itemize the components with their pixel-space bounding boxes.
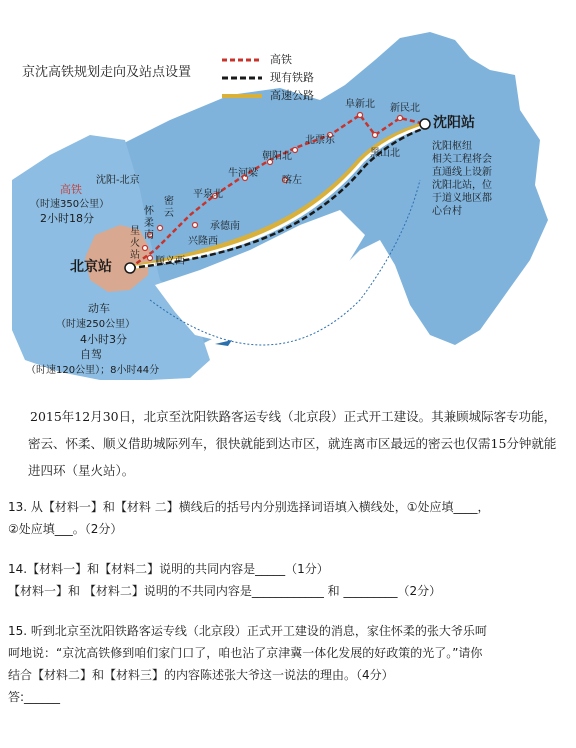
- station-shunyixi: 顺义西: [155, 256, 185, 267]
- station-heishanbei: 黑山北: [370, 148, 400, 159]
- gaotie-speed: （时速350公里）: [30, 199, 110, 210]
- station-pingquanbei: 平泉北: [193, 189, 223, 200]
- station-kazuo: 喀左: [282, 175, 302, 186]
- question-15: 15. 听到北京至沈阳铁路客运专线（北京段）正式开工建设的消息，家住怀柔的张大爷乐呵 呵地说：“京沈高铁修到咱们家门口了，咱也沾了京津冀一体化发展的好政策的光了。”请你 结合【材料二】和【材料三】的内容陈述张大爷这一说法的理由。（4分） 答:______: [8, 624, 487, 704]
- station-xinghuo: 星火站: [130, 226, 140, 261]
- map-title: 京沈高铁规划走向及站点设置: [22, 65, 192, 80]
- station-shenyang: 沈阳站: [433, 115, 475, 131]
- zijia-speed-time: （时速120公里）；8小时44分: [26, 365, 160, 376]
- station-xinminbei: 新民北: [390, 103, 420, 114]
- shenyang-note: 沈阳枢纽 相关工程将会 直通线上设新 沈阳北站，位 于道义地区都 心台村: [432, 141, 492, 217]
- gaotie-time: 2小时18分: [40, 212, 94, 225]
- station-xinglongxi: 兴隆西: [188, 236, 218, 247]
- gaotie-label: 高铁: [60, 183, 82, 196]
- station-beipiaodong: 北票东: [305, 135, 335, 146]
- station-chaoyangbei: 朝阳北: [262, 151, 292, 162]
- dongche-label: 动车: [88, 302, 110, 315]
- legend-railway: 现有铁路: [270, 71, 314, 84]
- zijia-label: 自驾: [80, 348, 102, 361]
- station-chengdenan: 承德南: [210, 221, 240, 232]
- legend-gaotie: 高铁: [270, 53, 292, 66]
- legend-highway: 高速公路: [270, 89, 314, 102]
- station-fuxinbei: 阜新北: [345, 99, 375, 110]
- material-paragraph: 2015年12月30日，北京至沈阳铁路客运专线（北京段）正式开工建设。其兼顾城际客专功能，密云、怀柔、顺义借助城际列车，很快就能到达市区，就连离市区最远的密云也仅需15分钟就能进四环（星火站）。: [28, 409, 557, 478]
- route-label: 沈阳-北京: [96, 175, 140, 186]
- station-niuheliang: 牛河梁: [228, 168, 258, 179]
- question-13: 13. 从【材料一】和【材料 二】横线后的括号内分别选择词语填入横线处，①处应填____， ②处应填___。（2分）: [8, 500, 490, 536]
- dongche-speed: （时速250公里）: [56, 319, 136, 330]
- station-beijing: 北京站: [70, 259, 112, 275]
- station-miyun: 密云: [164, 196, 174, 219]
- station-huairounan: 怀柔南: [144, 206, 154, 241]
- dongche-time: 4小时3分: [80, 333, 127, 346]
- question-14: 14.【材料一】和【材料二】说明的共同内容是_____（1分） 【材料一】和 【材料二】说明的不共同内容是____________ 和 _________（2分）: [8, 562, 442, 598]
